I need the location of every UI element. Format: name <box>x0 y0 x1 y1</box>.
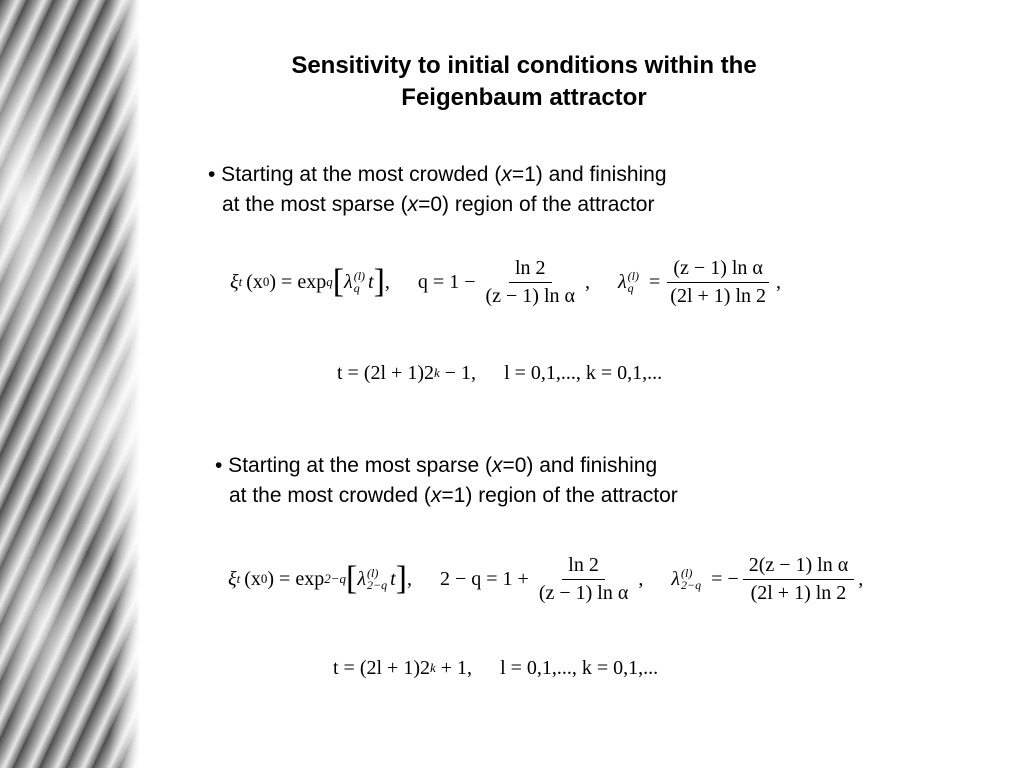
equation-1: ξ t (x 0 ) = exp q [ λ (l) q t ] , q = 1 − $\frac{\ln 2}{\text{(z − 1) ln α}}$ , λ (l) q = $\frac{\text{(z − 1) ln α}}{(2l + 1) \ln 2}$ , <box>230 256 781 307</box>
fraction-lambda: $\frac{\text{(z − 1) ln α}}{(2l + 1) \ln 2}$ <box>664 257 772 308</box>
decorative-background-strip <box>0 0 140 768</box>
bullet-2 <box>215 451 678 511</box>
fraction-q: $\frac{\ln 2}{\text{(z − 1) ln α}}$ <box>485 256 575 307</box>
title-line-2: Feigenbaum attractor <box>401 84 647 111</box>
equation-4: t = (2l + 1)2 k + 1, l = 0,1,..., k = 0,1,... <box>333 656 659 679</box>
slide-title <box>200 50 848 114</box>
bullet-1-line-1: • Starting at the most crowded (x=1) and finishing <box>208 163 667 186</box>
equation-3: ξ t (x 0 ) = exp 2−q [ λ (l) 2−q t ] , 2 − q = 1 + $\frac{\ln 2}{\text{(z − 1) ln α}}$ , λ (l) 2−q = − $\frac{\text{2(z − 1) ln α}}{(2l + 1) \ln 2}$ , <box>228 553 864 604</box>
title-line-1: Sensitivity to initial conditions within the <box>291 52 757 79</box>
bullet-2-line-1: • Starting at the most sparse (x=0) and finishing <box>215 454 658 477</box>
bullet-2-line-2: at the most crowded (x=1) region of the attractor <box>229 484 678 507</box>
fraction-lambda-2: $\frac{\text{2(z − 1) ln α}}{(2l + 1) \ln 2}$ <box>743 554 855 605</box>
bullet-1-line-2: at the most sparse (x=0) region of the attractor <box>222 193 655 216</box>
bullet-1 <box>208 160 667 220</box>
fraction-2-minus-q: $\frac{\ln 2}{\text{(z − 1) ln α}}$ <box>538 553 629 604</box>
equation-2: t = (2l + 1)2 k − 1, l = 0,1,..., k = 0,1,... <box>337 361 663 384</box>
